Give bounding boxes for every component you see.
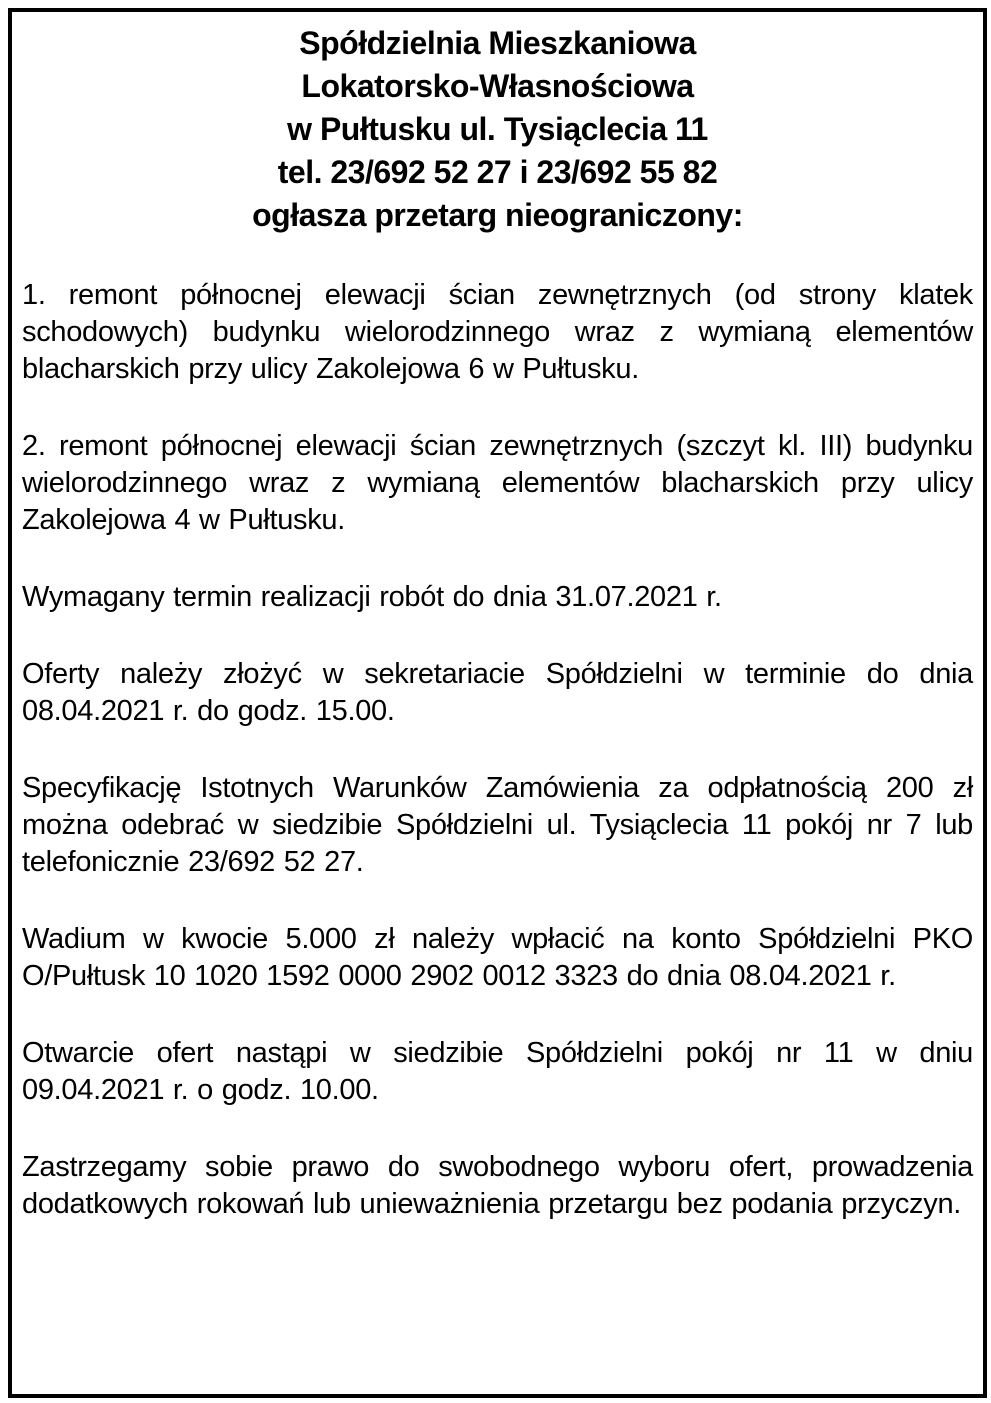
paragraph-offer-opening: Otwarcie ofert nastąpi w siedzibie Spółdzielni pokój nr 11 w dniu 09.04.2021 r. o godz. 10.00. (22, 1037, 973, 1106)
paragraph-tender-item-1: 1. remont północnej elewacji ścian zewnętrznych (od strony klatek schodowych) budynku wielorodzinnego wraz z wymianą elementów blacharskich przy ulicy Zakolejowa 6 w Pułtusku. (22, 279, 973, 385)
paragraph-deposit-info: Wadium w kwocie 5.000 zł należy wpłacić na konto Spółdzielni PKO O/Pułtusk 10 1020 1592 0000 2902 0012 3323 do dnia 08.04.2021 r. (22, 923, 973, 992)
paragraph-specification-info: Specyfikację Istotnych Warunków Zamówienia za odpłatnością 200 zł można odebrać w siedzibie Spółdzielni ul. Tysiąclecia 11 pokój nr 7 lub telefonicznie 23/692 52 27. (22, 772, 973, 878)
document-body (22, 277, 973, 1223)
paragraph-tender-item-2: 2. remont północnej elewacji ścian zewnętrznych (szczyt kl. III) budynku wielorodzinnego wraz z wymianą elementów blacharskich przy ulicy Zakolejowa 4 w Pułtusku. (22, 430, 973, 536)
header-line-phone: tel. 23/692 52 27 i 23/692 55 82 (277, 154, 718, 190)
header-line-address: w Pułtusku ul. Tysiąclecia 11 (287, 111, 708, 147)
paragraph-rights-reservation: Zastrzegamy sobie prawo do swobodnego wyboru ofert, prowadzenia dodatkowych rokowań lub unieważnienia przetargu bez podania przyczyn. (22, 1151, 973, 1220)
document-header (22, 22, 973, 237)
header-line-org-name-1: Spółdzielnia Mieszkaniowa (299, 25, 696, 61)
header-line-org-name-2: Lokatorsko-Własnościowa (301, 68, 694, 104)
header-line-announcement: ogłasza przetarg nieograniczony: (252, 197, 743, 233)
paragraph-offer-submission: Oferty należy złożyć w sekretariacie Spółdzielni w terminie do dnia 08.04.2021 r. do godz. 15.00. (22, 658, 973, 727)
paragraph-completion-deadline: Wymagany termin realizacji robót do dnia 31.07.2021 r. (22, 581, 722, 613)
announcement-page (8, 8, 987, 1398)
